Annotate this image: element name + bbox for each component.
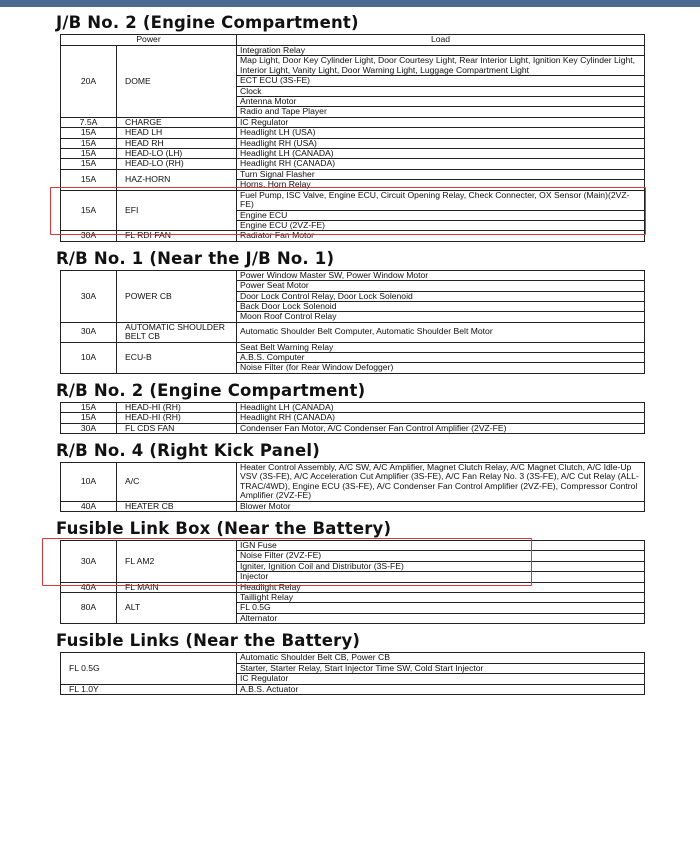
fuse-load: Headlight RH (USA) (237, 138, 645, 148)
fuse-power-name: FL CDS FAN (117, 423, 237, 433)
table-row (61, 128, 645, 138)
fuse-amperage: 80A (61, 593, 117, 624)
fuse-amperage: 15A (61, 413, 117, 423)
column-header-power: Power (61, 35, 237, 46)
table-row (61, 159, 645, 169)
table-row (61, 169, 645, 179)
fuse-amperage: 30A (61, 231, 117, 241)
fuse-load: Alternator (237, 613, 645, 623)
fuse-amperage: 15A (61, 128, 117, 138)
fuse-load: Map Light, Door Key Cylinder Light, Door Courtesy Light, Rear Interior Light, Ignition Key Cylinder Light, Interior Light, Vanity Light, Door Warning Light, Luggage Compartment Light (237, 56, 645, 76)
fuse-load: Power Window Master SW, Power Window Motor (237, 270, 645, 280)
fuse-load: A.B.S. Actuator (237, 684, 645, 694)
fuse-load: Moon Roof Control Relay (237, 312, 645, 322)
fuse-load: Headlight LH (CANADA) (237, 149, 645, 159)
fuse-power-name: FL 0.5G (61, 653, 237, 684)
fuse-load: Turn Signal Flasher (237, 169, 645, 179)
table-row (61, 342, 645, 352)
fuse-power-name: HEAD-LO (LH) (117, 149, 237, 159)
fuse-load: Fuel Pump, ISC Valve, Engine ECU, Circuit Opening Relay, Check Connecter, OX Sensor (Main)(2VZ-FE) (237, 190, 645, 210)
fuse-load: Back Door Lock Solenoid (237, 301, 645, 311)
fuse-load: Automatic Shoulder Belt Computer, Automatic Shoulder Belt Motor (237, 322, 645, 342)
fuse-amperage: 15A (61, 149, 117, 159)
fuse-amperage: 15A (61, 169, 117, 190)
table-row (61, 593, 645, 603)
fuse-load: Noise Filter (2VZ-FE) (237, 551, 645, 561)
fuse-load: Condenser Fan Motor, A/C Condenser Fan Control Amplifier (2VZ-FE) (237, 423, 645, 433)
fuse-load: Automatic Shoulder Belt CB, Power CB (237, 653, 645, 663)
table-row (61, 402, 645, 412)
section-title-rb1: R/B No. 1 (Near the J/B No. 1) (56, 248, 335, 268)
fuse-power-name: EFI (117, 190, 237, 231)
fuse-load: FL 0.5G (237, 603, 645, 613)
section-title-fusible-link-box: Fusible Link Box (Near the Battery) (56, 519, 392, 539)
fuse-load: Horns, Horn Relay (237, 180, 645, 190)
fuse-amperage: 7.5A (61, 117, 117, 127)
fuse-load: Radiator Fan Motor (237, 231, 645, 241)
fuse-load: Noise Filter (for Rear Window Defogger) (237, 363, 645, 373)
fuse-load: Engine ECU (237, 210, 645, 220)
table-row (61, 684, 645, 694)
table-row (61, 138, 645, 148)
fuse-load: ECT ECU (3S-FE) (237, 76, 645, 86)
column-header-load: Load (237, 35, 645, 46)
fuse-power-name: HEATER CB (117, 501, 237, 511)
table-row (61, 322, 645, 342)
section-title-rb4: R/B No. 4 (Right Kick Panel) (56, 441, 320, 460)
section-title-rb2: R/B No. 2 (Engine Compartment) (56, 380, 366, 400)
fuse-amperage: 30A (61, 541, 117, 583)
fuse-load: Blower Motor (237, 501, 645, 511)
fuse-power-name: DOME (117, 46, 237, 118)
fuse-load: Injector (237, 572, 645, 582)
top-bar (0, 0, 700, 7)
fuse-power-name: HEAD-HI (RH) (117, 413, 237, 423)
table-fusible-links (60, 652, 645, 695)
fuse-amperage: 15A (61, 138, 117, 148)
fuse-power-name: HEAD-LO (RH) (117, 159, 237, 169)
fuse-load: IGN Fuse (237, 541, 645, 551)
fuse-load: Engine ECU (2VZ-FE) (237, 220, 645, 230)
fuse-load: Starter, Starter Relay, Start Injector Time SW, Cold Start Injector (237, 663, 645, 673)
fuse-power-name: ALT (117, 593, 237, 624)
table-row (61, 463, 645, 502)
fuse-load: Taillight Relay (237, 593, 645, 603)
table-row (61, 149, 645, 159)
fuse-load: Headlight Relay (237, 582, 645, 592)
fuse-amperage: 40A (61, 501, 117, 511)
fuse-load: Radio and Tape Player (237, 107, 645, 117)
fuse-load: Power Seat Motor (237, 281, 645, 291)
fuse-load: Door Lock Control Relay, Door Lock Solenoid (237, 291, 645, 301)
fuse-power-name: FL MAIN (117, 582, 237, 592)
table-row (61, 413, 645, 423)
table-row (61, 653, 645, 663)
table-rb2 (60, 402, 645, 434)
highlight-box-efi (50, 187, 646, 235)
fuse-amperage: 15A (61, 402, 117, 412)
fuse-amperage: 40A (61, 582, 117, 592)
fuse-load: Antenna Motor (237, 97, 645, 107)
fuse-power-name: ECU-B (117, 342, 237, 373)
fuse-load: Seat Belt Warning Relay (237, 342, 645, 352)
fuse-amperage: 30A (61, 322, 117, 342)
highlight-box-fl-am2 (42, 538, 532, 587)
fuse-load: Headlight LH (USA) (237, 128, 645, 138)
section-title-fusible-links: Fusible Links (Near the Battery) (56, 631, 361, 651)
fuse-load: A.B.S. Computer (237, 352, 645, 362)
fuse-power-name: POWER CB (117, 270, 237, 322)
fuse-load: Integration Relay (237, 46, 645, 56)
table-rb1 (60, 270, 645, 374)
fuse-power-name: CHARGE (117, 117, 237, 127)
fuse-power-name: AUTOMATIC SHOULDER BELT CB (117, 322, 237, 342)
fuse-load: Headlight LH (CANADA) (237, 402, 645, 412)
table-rb4 (60, 462, 645, 512)
fuse-power-name: A/C (117, 463, 237, 502)
section-title-jb2: J/B No. 2 (Engine Compartment) (56, 13, 359, 32)
fuse-load: IC Regulator (237, 117, 645, 127)
fuse-power-name: HEAD-HI (RH) (117, 402, 237, 412)
fuse-power-name: FL RDI FAN (117, 231, 237, 241)
table-row (61, 46, 645, 56)
table-row (61, 270, 645, 280)
fuse-amperage: 20A (61, 46, 117, 118)
fuse-amperage: 15A (61, 190, 117, 231)
fuse-power-name: FL AM2 (117, 541, 237, 583)
fuse-chart-document (56, 12, 646, 701)
fuse-load: IC Regulator (237, 674, 645, 684)
fuse-power-name: HEAD RH (117, 138, 237, 148)
fuse-load: Headlight RH (CANADA) (237, 413, 645, 423)
fuse-amperage: 30A (61, 270, 117, 322)
fuse-power-name: HAZ-HORN (117, 169, 237, 190)
table-row (61, 423, 645, 433)
fuse-load: Igniter, Ignition Coil and Distributor (3S-FE) (237, 561, 645, 571)
fuse-amperage: 15A (61, 159, 117, 169)
table-row (61, 501, 645, 511)
fuse-amperage: 30A (61, 423, 117, 433)
fuse-power-name: FL 1.0Y (61, 684, 237, 694)
fuse-amperage: 10A (61, 463, 117, 502)
fuse-load: Headlight RH (CANADA) (237, 159, 645, 169)
fuse-power-name: HEAD LH (117, 128, 237, 138)
fuse-amperage: 10A (61, 342, 117, 373)
fuse-load: Heater Control Assembly, A/C SW, A/C Amplifier, Magnet Clutch Relay, A/C Magnet Clutch, A/C Idle-Up VSV (3S-FE), A/C Acceleration Cut Amplifier (3S-FE), A/C Fan Relay No. 3 (3S-FE), A/C Cut Relay (ALL-TRAC/4WD), Engine ECU (3S-FE), A/C Condenser Fan Control Amplifier (2VZ-FE), Compressor Control Amplifier (2VZ-FE) (237, 463, 645, 502)
fuse-load: Clock (237, 86, 645, 96)
table-row (61, 117, 645, 127)
